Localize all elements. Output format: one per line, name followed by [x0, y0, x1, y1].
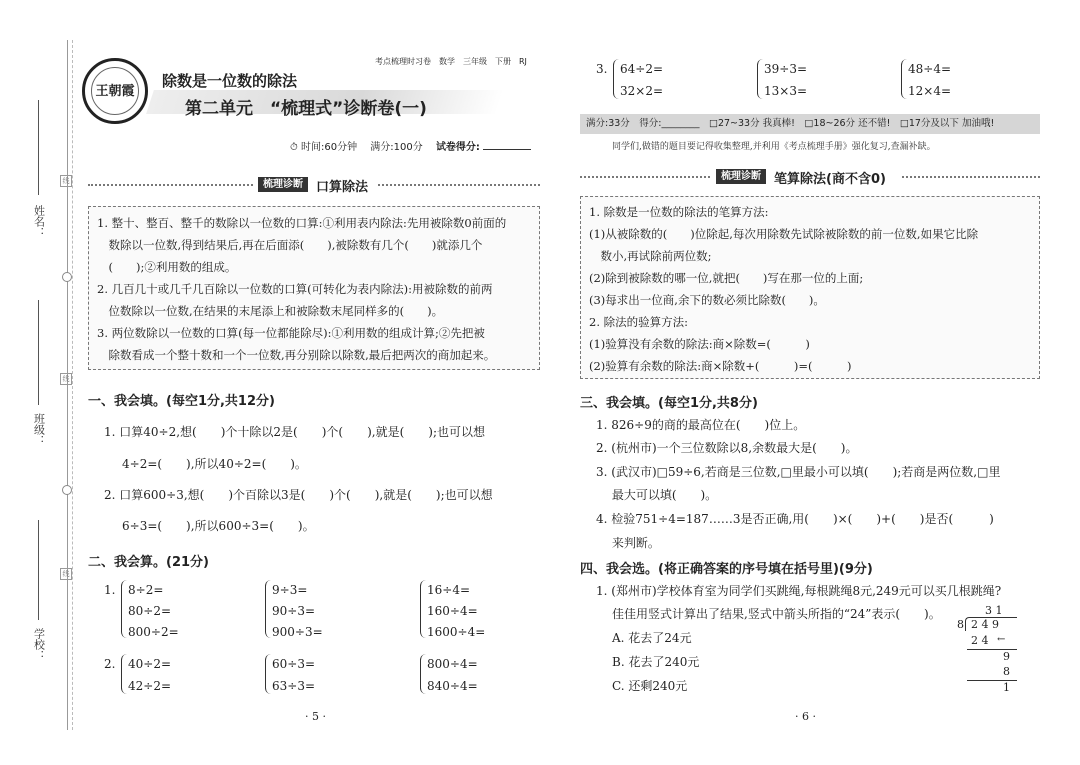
calc-item: 90÷3= [272, 604, 316, 618]
ld-quotient: 3 1 [985, 604, 1003, 617]
question-2: 2. 口算600÷3,想( )个百除以3是( )个( ),就是( );也可以想 [104, 488, 493, 502]
section-header-oral [88, 176, 540, 194]
summary-line: ( );②利用数的组成。 [97, 260, 237, 274]
summary-line: 1. 除数是一位数的除法的笔算方法: [589, 205, 769, 219]
calc-item: 60÷3= [272, 657, 316, 671]
calc-item: 8÷2= [128, 583, 164, 597]
part4-title: 四、我会选。(将正确答案的序号填在括号里)(9分) [580, 562, 873, 577]
school-label: 学校： [32, 628, 46, 661]
calc-item: 64÷2= [620, 62, 664, 76]
name-label: 姓名： [32, 205, 46, 238]
binding-hole [62, 485, 72, 495]
binding-box: 线 [60, 373, 72, 385]
section-tag: 梳理诊断 [258, 177, 308, 192]
arrow-left-icon: ← [997, 634, 1006, 645]
calc-number: 3. [596, 62, 608, 76]
summary-line: (3)每求出一位商,余下的数必须比除数( )。 [589, 293, 825, 307]
calc-item: 12×4= [908, 84, 952, 98]
question-2: 2. (杭州市)一个三位数除以8,余数最大是( )。 [596, 441, 858, 455]
choice-question-1-cont: 佳佳用竖式计算出了结果,竖式中箭头所指的“24”表示( )。 [612, 607, 941, 621]
part1-title: 一、我会填。(每空1分,共12分) [88, 394, 275, 409]
question-4-cont: 来判断。 [596, 536, 660, 550]
binding-line [67, 40, 68, 730]
brace [265, 654, 271, 694]
question-3: 3. (武汉市)□59÷6,若商是三位数,□里最小可以填( );若商是两位数,□里 [596, 465, 1001, 479]
calc-item: 40÷2= [128, 657, 172, 671]
ld-step3: 8 [1003, 665, 1010, 678]
summary-line: (1)验算没有余数的除法:商×除数=( ) [589, 337, 810, 351]
part2-title: 二、我会算。(21分) [88, 555, 209, 570]
option-c: C. 还剩240元 [612, 679, 688, 693]
calc-item: 840÷4= [427, 679, 478, 693]
option-a: A. 花去了24元 [612, 631, 692, 645]
question-1: 1. 826÷9的商的最高位在( )位上。 [596, 418, 806, 432]
binding-box: 线 [60, 175, 72, 187]
brace [613, 59, 619, 99]
calc-item: 9÷3= [272, 583, 308, 597]
summary-line: (2)除到被除数的哪一位,就把( )写在那一位的上面; [589, 271, 864, 285]
choice-question-1: 1. (郑州市)学校体育室为同学们买跳绳,每根跳绳8元,249元可以买几根跳绳? [596, 584, 1002, 598]
class-label: 班级： [32, 413, 46, 446]
section-tag: 梳理诊断 [716, 169, 766, 184]
ld-divisor: 8 [957, 618, 964, 631]
exam-info [290, 138, 531, 153]
question-1-cont: 4÷2=( ),所以40÷2=( )。 [122, 457, 307, 471]
binding-box: 线 [60, 568, 72, 580]
calc-number: 2. [104, 657, 116, 671]
brace [757, 59, 763, 99]
score-bar: 满分:33分 得分:________ □27~33分 我真棒! □18~26分 还不错! □17分及以下 加油哦! [580, 114, 1040, 134]
section-header-written [580, 168, 1040, 186]
brace [420, 580, 426, 638]
summary-line: 除数看成一个整十数和一个一位数,再分别除以除数,最后把两次的商加起来。 [97, 348, 496, 362]
page-number-right: · 6 · [795, 710, 816, 723]
binding-dash [72, 40, 73, 730]
summary-box-written [580, 196, 1040, 379]
calc-item: 900÷3= [272, 625, 323, 639]
unit-subtitle: 除数是一位数的除法 [162, 72, 298, 90]
series-meta: 考点梳理时习卷 数学 三年级 下册 RJ [375, 57, 527, 66]
clock-icon: ⏱ [290, 142, 298, 153]
summary-line: 位数除以一位数,在结果的末尾添上和被除数末尾同样多的( )。 [97, 304, 444, 318]
summary-line: 2. 除法的验算方法: [589, 315, 689, 329]
score-blank[interactable] [483, 140, 531, 150]
question-1: 1. 口算40÷2,想( )个十除以2是( )个( ),就是( );也可以想 [104, 425, 485, 439]
publisher-logo [82, 58, 148, 124]
option-b: B. 花去了240元 [612, 655, 700, 669]
summary-box-oral [88, 206, 540, 370]
section-title: 口算除法 [316, 180, 369, 195]
part3-title: 三、我会填。(每空1分,共8分) [580, 396, 758, 411]
ld-dividend: 2 4 9 [971, 618, 999, 631]
summary-line: 数小,再试除前两位数; [589, 249, 712, 263]
section-title: 笔算除法(商不含0) [774, 172, 886, 187]
page-title: 第二单元 “梳理式”诊断卷(一) [185, 99, 427, 119]
calc-number: 1. [104, 583, 116, 597]
summary-line: 数除以一位数,得到结果后,再在后面添( ),被除数有几个( )就添几个 [97, 238, 483, 252]
calc-item: 39÷3= [764, 62, 808, 76]
ld-step2: 9 [1003, 650, 1010, 663]
brace [901, 59, 907, 99]
binding-hole [62, 272, 72, 282]
name-line [38, 100, 39, 195]
calc-item: 160÷4= [427, 604, 478, 618]
summary-line: 2. 几百几十或几千几百除以一位数的口算(可转化为表内除法):用被除数的前两 [97, 282, 493, 296]
brace [121, 654, 127, 694]
question-3-cont: 最大可以填( )。 [596, 488, 718, 502]
school-line [38, 520, 39, 620]
time-limit: 时间:60分钟 [301, 142, 358, 153]
summary-line: 3. 两位数除以一位数的口算(每一位都能除尽):①利用数的组成计算;②先把被 [97, 326, 485, 340]
brace [121, 580, 127, 638]
ld-remainder: 1 [1003, 681, 1010, 694]
summary-line: (1)从被除数的( )位除起,每次用除数先试除被除数的前一位数,如果它比除 [589, 227, 979, 241]
calc-item: 80÷2= [128, 604, 172, 618]
calc-item: 800÷4= [427, 657, 478, 671]
calc-item: 32×2= [620, 84, 664, 98]
brace [420, 654, 426, 694]
calc-item: 63÷3= [272, 679, 316, 693]
calc-item: 42÷2= [128, 679, 172, 693]
calc-item: 13×3= [764, 84, 808, 98]
full-score: 满分:100分 [370, 142, 423, 153]
calc-item: 16÷4= [427, 583, 471, 597]
question-4: 4. 检验751÷4=187……3是否正确,用( )×( )+( )是否( ) [596, 512, 994, 526]
page-number-left: · 5 · [305, 710, 326, 723]
calc-item: 800÷2= [128, 625, 179, 639]
question-2-cont: 6÷3=( ),所以600÷3=( )。 [122, 519, 315, 533]
summary-line: 1. 整十、整百、整千的数除以一位数的口算:①利用表内除法:先用被除数0前面的 [97, 216, 507, 230]
review-tip: 同学们,做错的题目要记得收集整理,并利用《考点梳理手册》强化复习,查漏补缺。 [612, 142, 936, 152]
calc-item: 48÷4= [908, 62, 952, 76]
brace [265, 580, 271, 638]
calc-item: 1600÷4= [427, 625, 486, 639]
ld-step1: 2 4 [971, 634, 989, 647]
summary-line: (2)验算有余数的除法:商×除数+( )=( ) [589, 359, 852, 373]
class-line [38, 300, 39, 405]
long-division [955, 604, 1027, 694]
score-label: 试卷得分: [435, 142, 480, 153]
logo-text: 王朝霞 [91, 67, 139, 115]
